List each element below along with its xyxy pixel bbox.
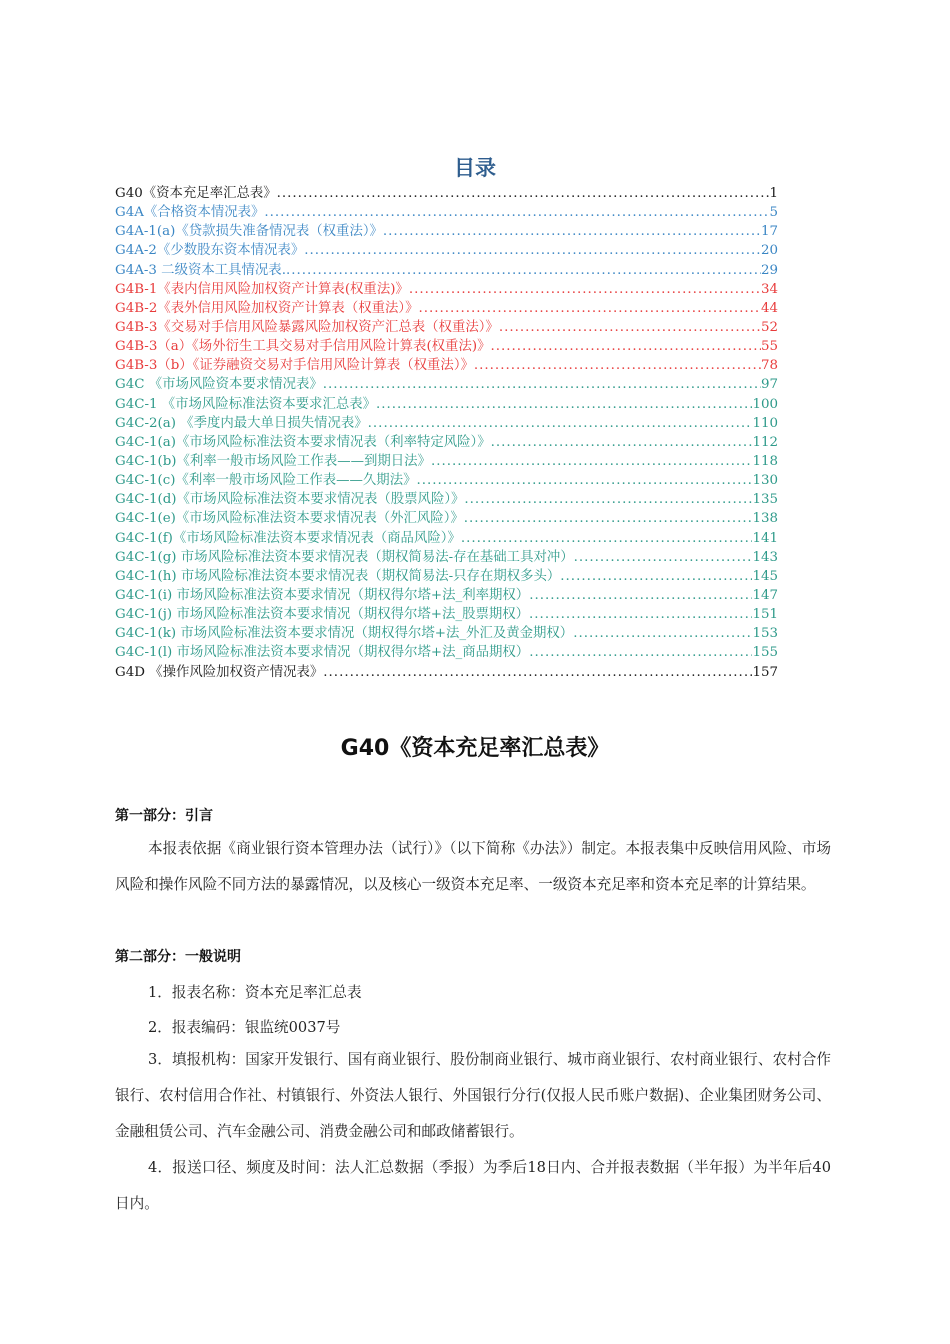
- toc-entry-page-number: 112: [752, 434, 778, 450]
- toc-dot-leader: [461, 529, 753, 548]
- toc-entry[interactable]: [115, 395, 778, 414]
- toc-entry-page-number: 20: [760, 243, 778, 259]
- toc-entry-page-number: 17: [760, 224, 778, 240]
- toc-entry-page-number: 52: [760, 319, 778, 335]
- toc-dot-leader: [529, 643, 752, 662]
- toc-entry-page-number: 44: [760, 300, 778, 316]
- note-reporting-institutions: 3．填报机构：国家开发银行、国有商业银行、股份制商业银行、城市商业银行、农村商业银行、农村合作银行、农村信用合作社、村镇银行、外资法人银行、外国银行分行(仅报人民币账户数据)、企业集团财务公司、金融租赁公司、汽车金融公司、消费金融公司和邮政储蓄银行。: [115, 1051, 831, 1140]
- toc-dot-leader: [529, 605, 752, 624]
- toc-entry-title: G4C-1(j) 市场风险标准法资本要求情况（期权得尔塔+法_股票期权）: [115, 607, 530, 623]
- toc-dot-leader: [499, 318, 761, 337]
- toc-entry-page-number: 78: [760, 358, 778, 374]
- toc-entry-title: G4C-1(i) 市场风险标准法资本要求情况（期权得尔塔+法_利率期权）: [115, 587, 530, 603]
- toc-entry-page-number: 1: [769, 186, 778, 201]
- toc-entry-title: G4C-1(c)《利率一般市场风险工作表——久期法》: [115, 473, 417, 489]
- toc-dot-leader: [529, 586, 752, 605]
- toc-entry-title: G4C-1(k) 市场风险标准法资本要求情况（期权得尔塔+法_外汇及黄金期权）: [115, 626, 574, 642]
- toc-dot-leader: [264, 203, 769, 222]
- toc-entry-title: G4A-1(a)《贷款损失准备情况表（权重法）》: [115, 224, 383, 240]
- toc-entry-page-number: 130: [752, 473, 778, 489]
- toc-dot-leader: [474, 356, 761, 375]
- toc-entry-title: G4B-1《表内信用风险加权资产计算表(权重法)》: [115, 281, 409, 297]
- toc-entry[interactable]: [115, 184, 778, 203]
- toc-entry-page-number: 34: [760, 281, 778, 297]
- document-title: G40《资本充足率汇总表》: [340, 736, 610, 761]
- note-report-code: 2．报表编码：银监统0037号: [148, 1019, 341, 1036]
- toc-dot-leader: [304, 241, 761, 260]
- toc-entry[interactable]: [115, 299, 778, 318]
- toc-entry-title: G4C-1(e)《市场风险标准法资本要求情况表（外汇风险）》: [115, 511, 464, 527]
- toc-dot-leader: [286, 261, 761, 280]
- toc-entry-page-number: 145: [752, 568, 778, 584]
- toc-entry[interactable]: [115, 222, 778, 241]
- toc-entry-page-number: 157: [752, 664, 778, 680]
- toc-entry-page-number: 141: [752, 530, 778, 546]
- toc-dot-leader: [431, 452, 752, 471]
- toc-entry-title: G4B-3（a）《场外衍生工具交易对手信用风险计算表(权重法)》: [115, 339, 491, 355]
- toc-entry-page-number: 153: [752, 626, 778, 642]
- toc-entry[interactable]: [115, 586, 778, 605]
- toc-entry-title: G4C-1(d)《市场风险标准法资本要求情况表（股票风险）》: [115, 492, 465, 508]
- toc-entry[interactable]: [115, 318, 778, 337]
- toc-entry-page-number: 155: [752, 645, 778, 661]
- section-heading-introduction: 第一部分：引言: [115, 808, 213, 824]
- toc-entry[interactable]: [115, 241, 778, 260]
- section-heading-general-notes: 第二部分：一般说明: [115, 949, 241, 965]
- toc-dot-leader: [464, 509, 753, 528]
- toc-entry[interactable]: [115, 624, 778, 643]
- toc-entry[interactable]: [115, 203, 778, 222]
- toc-entry-page-number: 135: [752, 492, 778, 508]
- toc-dot-leader: [368, 414, 753, 433]
- note-reporting-frequency: 4．报送口径、频度及时间：法人汇总数据（季报）为季后18日内、合并报表数据（半年报）为半年后40日内。: [115, 1159, 831, 1212]
- toc-entry-title: G4C-1(f)《市场风险标准法资本要求情况表（商品风险）》: [115, 530, 461, 546]
- toc-entry-page-number: 100: [752, 396, 778, 412]
- toc-entry[interactable]: [115, 490, 778, 509]
- toc-entry-title: G40《资本充足率汇总表》: [115, 186, 277, 201]
- toc-entry[interactable]: [115, 375, 778, 394]
- toc-entry-title: G4D 《操作风险加权资产情况表》: [115, 664, 324, 680]
- toc-title: 目录: [454, 156, 496, 180]
- toc-dot-leader: [464, 490, 752, 509]
- toc-entry-title: G4C-2(a) 《季度内最大单日损失情况表》: [115, 415, 368, 431]
- toc-entry-page-number: 151: [752, 607, 778, 623]
- toc-dot-leader: [573, 624, 752, 643]
- toc-entry[interactable]: [115, 280, 778, 299]
- toc-entry-title: G4A-2《少数股东资本情况表》: [115, 243, 305, 259]
- toc-dot-leader: [409, 280, 761, 299]
- toc-entry-page-number: 138: [752, 511, 778, 527]
- toc-entry[interactable]: [115, 337, 778, 356]
- toc-dot-leader: [277, 184, 770, 203]
- toc-entry-title: G4B-3（b）《证券融资交易对手信用风险计算表（权重法）》: [115, 358, 474, 374]
- toc-dot-leader: [491, 433, 753, 452]
- toc-dot-leader: [323, 375, 761, 394]
- toc-entry-title: G4C 《市场风险资本要求情况表》: [115, 377, 323, 393]
- toc-entry-page-number: 110: [752, 415, 778, 431]
- toc-entry-title: G4C-1(l) 市场风险标准法资本要求情况（期权得尔塔+法_商品期权）: [115, 645, 530, 661]
- toc-dot-leader: [560, 567, 752, 586]
- toc-entry[interactable]: [115, 567, 778, 586]
- toc-entry-page-number: 55: [760, 339, 778, 355]
- introduction-paragraph: 本报表依据《商业银行资本管理办法（试行）》（以下简称《办法》）制定。本报表集中反映信用风险、市场风险和操作风险不同方法的暴露情况，以及核心一级资本充足率、一级资本充足率和资本充足率的计算结果。: [115, 840, 831, 893]
- toc-entry[interactable]: [115, 548, 778, 567]
- toc-entry[interactable]: [115, 471, 778, 490]
- toc-entry-title: G4C-1(h) 市场风险标准法资本要求情况表（期权简易法-只存在期权多头）: [115, 568, 561, 584]
- toc-entry[interactable]: [115, 509, 778, 528]
- toc-entry[interactable]: [115, 643, 778, 662]
- toc-entry-page-number: 118: [752, 453, 778, 469]
- toc-dot-leader: [383, 222, 761, 241]
- toc-entry-page-number: 143: [752, 549, 778, 565]
- toc-entry[interactable]: [115, 414, 778, 433]
- toc-dot-leader: [574, 548, 753, 567]
- toc-entry[interactable]: [115, 433, 778, 452]
- toc-entry[interactable]: [115, 663, 778, 682]
- table-of-contents: [115, 184, 778, 682]
- toc-dot-leader: [376, 395, 752, 414]
- toc-entry-title: G4A-3 二级资本工具情况表.: [115, 262, 286, 278]
- toc-entry-page-number: 97: [760, 377, 778, 393]
- toc-entry-title: G4A《合格资本情况表》: [115, 205, 265, 221]
- toc-entry-title: G4B-2《表外信用风险加权资产计算表（权重法）》: [115, 300, 419, 316]
- toc-entry-title: G4C-1(b)《利率一般市场风险工作表——到期日法》: [115, 453, 431, 469]
- toc-entry-title: G4C-1 《市场风险标准法资本要求汇总表》: [115, 396, 377, 412]
- toc-entry[interactable]: [115, 356, 778, 375]
- toc-entry[interactable]: [115, 605, 778, 624]
- toc-entry-page-number: 29: [760, 262, 778, 278]
- toc-dot-leader: [323, 663, 752, 682]
- toc-entry-page-number: 5: [769, 205, 778, 221]
- toc-entry-title: G4C-1(a)《市场风险标准法资本要求情况表（利率特定风险）》: [115, 434, 491, 450]
- note-report-name: 1．报表名称：资本充足率汇总表: [148, 984, 362, 1001]
- toc-entry-title: G4B-3《交易对手信用风险暴露风险加权资产汇总表（权重法）》: [115, 319, 499, 335]
- toc-entry[interactable]: [115, 261, 778, 280]
- toc-dot-leader: [416, 471, 752, 490]
- toc-dot-leader: [418, 299, 760, 318]
- toc-entry-page-number: 147: [752, 587, 778, 603]
- toc-dot-leader: [490, 337, 760, 356]
- toc-entry-title: G4C-1(g) 市场风险标准法资本要求情况表（期权简易法-存在基础工具对冲）: [115, 549, 574, 565]
- toc-entry[interactable]: [115, 452, 778, 471]
- toc-entry[interactable]: [115, 529, 778, 548]
